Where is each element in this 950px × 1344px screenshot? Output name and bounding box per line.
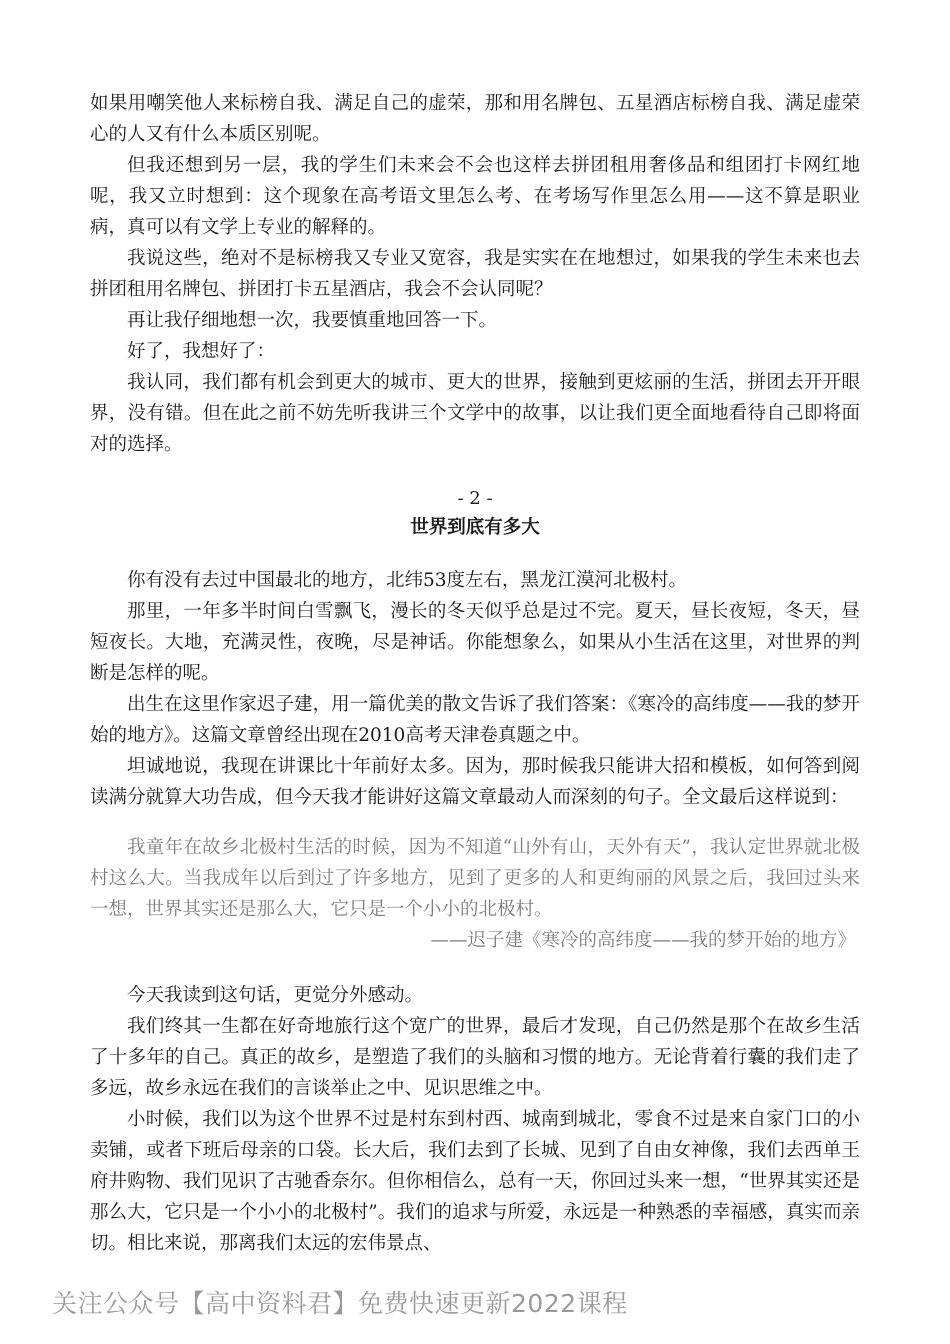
quote-source: ——迟子建《寒冷的高纬度——我的梦开始的地方》 xyxy=(430,930,856,951)
quote-text: 我童年在故乡北极村生活的时候，因为不知道“山外有山，天外有天”，我认定世界就北极村这么大。当我成年以后到过了许多地方，见到了更多的人和更绚丽的风景之后，我回过头来一想，世界其实还是那么大，它只是一个小小的北极村。 xyxy=(90,837,860,920)
paragraph-continuation: 如果用嘲笑他人来标榜自我、满足自己的虚荣，那和用名牌包、五星酒店标榜自我、满足虚荣心的人又有什么本质区别呢。 xyxy=(90,93,860,145)
watermark-footer: 关注公众号【高中资料君】免费快速更新2022课程 xyxy=(52,1289,628,1318)
paragraph: 今天我读到这句话，更觉分外感动。 xyxy=(127,985,424,1006)
paragraph: 小时候，我们以为这个世界不过是村东到村西、城南到城北，零食不过是来自家门口的小卖铺，或者下班后母亲的口袋。长大后，我们去到了长城、见到了自由女神像，我们去西单王府井购物、我们见识了古驰香奈尔。但你相信么，总有一天，你回过头来一想，“世界其实还是那么大，它只是一个小小的北极村”。我们的追求与所爱，永远是一种熟悉的幸福感，真实而亲切。相比来说，那离我们太远的宏伟景点、 xyxy=(90,1109,860,1254)
block-quote xyxy=(90,832,860,956)
paragraph: 但我还想到另一层，我的学生们未来会不会也这样去拼团租用奢侈品和组团打卡网红地呢，我又立时想到：这个现象在高考语文里怎么考、在考场写作里怎么用——这不算是职业病，真可以有文学上专业的解释的。 xyxy=(90,155,860,238)
section-title: 世界到底有多大 xyxy=(410,517,540,538)
paragraph: 我们终其一生都在好奇地旅行这个宽广的世界，最后才发现，自己仍然是那个在故乡生活了十多年的自己。真正的故乡，是塑造了我们的头脑和习惯的地方。无论背着行囊的我们走了多远，故乡永远在我们的言谈举止之中、见识思维之中。 xyxy=(90,1016,860,1099)
paragraph: 坦诚地说，我现在讲课比十年前好太多。因为，那时候我只能讲大招和模板，如何答到阅读满分就算大功告成，但今天我才能讲好这篇文章最动人而深刻的句子。全文最后这样说到： xyxy=(90,756,860,808)
paragraph: 出生在这里作家迟子建，用一篇优美的散文告诉了我们答案：《寒冷的高纬度——我的梦开始的地方》。这篇文章曾经出现在2010高考天津卷真题之中。 xyxy=(90,694,860,746)
paragraph: 好了，我想好了： xyxy=(127,341,276,362)
paragraph: 你有没有去过中国最北的地方，北纬53度左右，黑龙江漠河北极村。 xyxy=(127,570,688,591)
paragraph: 我认同，我们都有机会到更大的城市、更大的世界，接触到更炫丽的生活，拼团去开开眼界，没有错。但在此之前不妨先听我讲三个文学中的故事，以让我们更全面地看待自己即将面对的选择。 xyxy=(90,372,860,455)
document-page xyxy=(90,88,860,1259)
paragraph: 再让我仔细地想一次，我要慎重地回答一下。 xyxy=(127,310,498,331)
paragraph: 我说这些，绝对不是标榜我又专业又宽容，我是实实在在地想过，如果我的学生未来也去拼团租用名牌包、拼团打卡五星酒店，我会不会认同呢？ xyxy=(90,248,860,300)
section-number: - 2 - xyxy=(457,488,493,509)
paragraph: 那里，一年多半时间白雪飘飞，漫长的冬天似乎总是过不完。夏天，昼长夜短，冬天，昼短夜长。大地，充满灵性，夜晚，尽是神话。你能想象么，如果从小生活在这里，对世界的判断是怎样的呢。 xyxy=(90,601,860,684)
